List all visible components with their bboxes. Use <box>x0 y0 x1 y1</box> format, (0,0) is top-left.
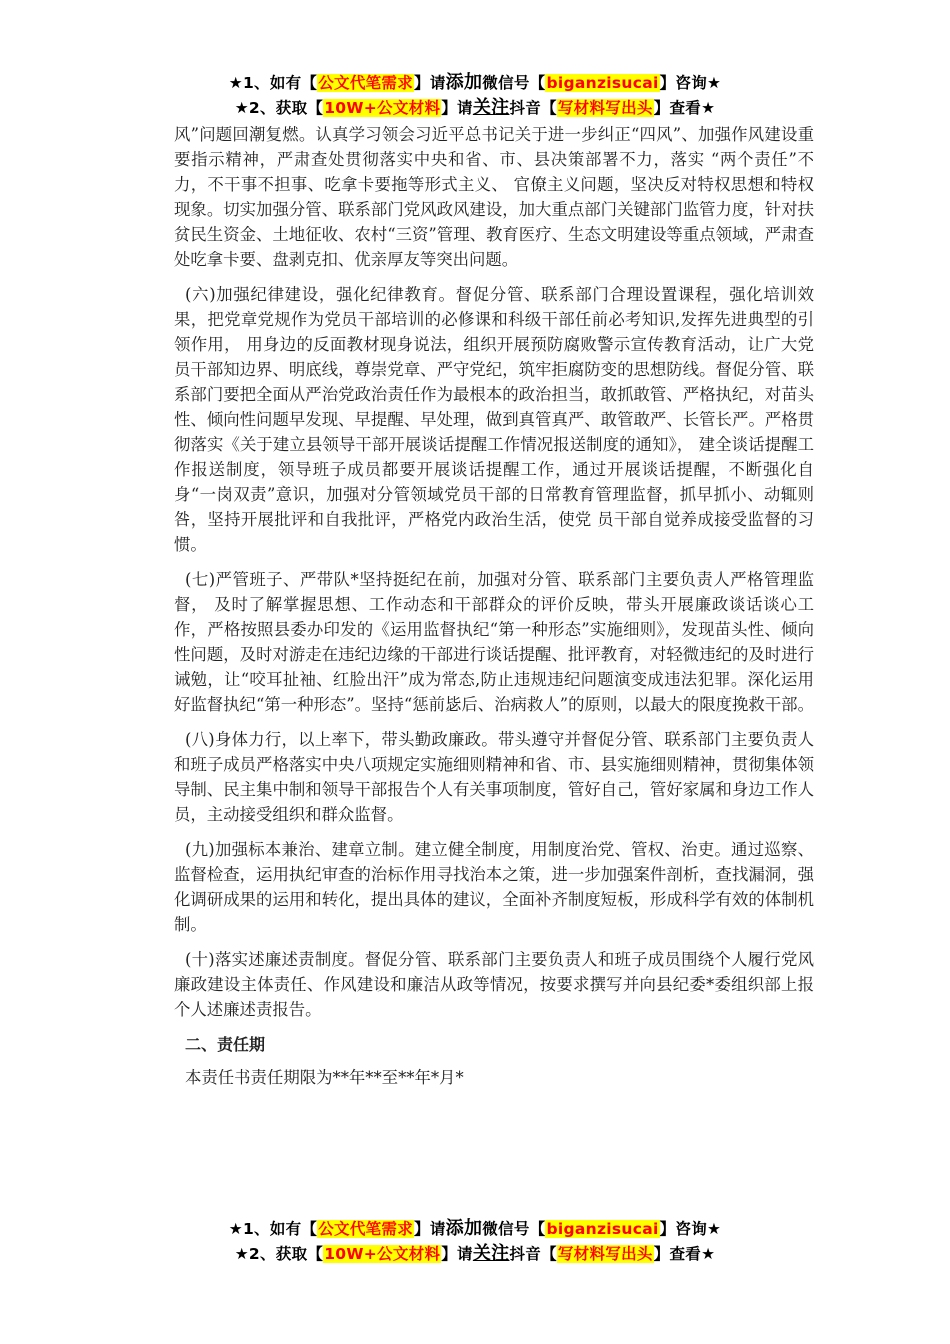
promo-text: 微信号【 <box>482 1220 546 1238</box>
promo-text: 】请 <box>441 1245 473 1263</box>
promo-text: 抖音【 <box>509 1245 557 1263</box>
promo-highlight: biganzisucai <box>546 74 659 92</box>
promo-emphasis: 关注 <box>472 1243 510 1264</box>
promo-banner-top <box>0 70 950 120</box>
promo-line-2 <box>0 95 950 120</box>
promo-text: 】请 <box>414 74 446 92</box>
paragraph-item-7: (七)严管班子、严带队*坚持挺纪在前，加强对分管、联系部门主要负责人严格管理监督， 及时了解掌握思想、工作动态和干部群众的评价反映，带头开展廉政谈话谈心工作，严格按照县委办印发的《运用监督执纪“第一种形态”实施细则》，发现苗头性、倾向性问题，及时对游走在违纪边缘的干部进行谈话提醒、批评教育，对轻微违纪的及时进行诫勉，让“咬耳扯袖、红脸出汗”成为常态,防止违规违纪问题演变成违法犯罪。深化运用好监督执纪“第一种形态”。坚持“惩前毖后、治病救人”的原则，以最大的限度挽救干部。 <box>174 570 814 714</box>
promo-highlight: 公文代笔需求 <box>318 74 414 92</box>
promo-text: 微信号【 <box>482 74 546 92</box>
section-heading: 二、责任期 <box>185 1035 266 1054</box>
promo-line-2 <box>0 1241 950 1266</box>
paragraph-continued: 风”问题回潮复燃。认真学习领会习近平总书记关于进一步纠正“四风”、加强作风建设重要指示精神，严肃查处贯彻落实中央和省、市、县决策部署不力，落实 “两个责任”不力，不干事不担事、吃拿卡要拖等形式主义、 官僚主义问题，坚决反对特权思想和特权现象。切实加强分管、联系部门党风政风建设，加大重点部门关键部门监管力度，针对扶贫民生资金、土地征收、农村“三资”管理、教育医疗、生态文明建设等重点领域，严肃查处吃拿卡要、盘剥克扣、优亲厚友等突出问题。 <box>174 125 814 269</box>
paragraph-item-6: (六)加强纪律建设，强化纪律教育。督促分管、联系部门合理设置课程，强化培训效果，把党章党规作为党员干部培训的必修课和科级干部任前必考知识,发挥先进典型的引领作用， 用身边的反面教材现身说法，组织开展预防腐败警示宣传教育活动，让广大党员干部知边界、明底线，尊崇党章、严守党纪，筑牢拒腐防变的思想防线。督促分管、联系部门要把全面从严治党政治责任作为最根本的政治担当，敢抓敢管、严格执纪，对苗头性、倾向性问题早发现、早提醒、早处理，做到真管真严、敢管敢严、长管长严。严格贯彻落实《关于建立县领导干部开展谈话提醒工作情况报送制度的通知》， 建全谈话提醒工作报送制度，领导班子成员都要开展谈话提醒工作，通过开展谈话提醒，不断强化自身“一岗双责”意识，加强对分管领域党员干部的日常教育管理监督，抓早抓小、动辄则咎，坚持开展批评和自我批评，严格党内政治生活，使党 员干部自觉养成接受监督的习惯。 <box>174 285 814 554</box>
promo-text: 抖音【 <box>509 99 557 117</box>
promo-line-1 <box>0 70 950 95</box>
paragraph-item-9: (九)加强标本兼治、建章立制。建立健全制度，用制度治党、管权、治吏。通过巡察、监督检查，运用执纪审查的治标作用寻找治本之策，进一步加强案件剖析，查找漏洞，强化调研成果的运用和转化，提出具体的建议，全面补齐制度短板，形成科学有效的体制机制。 <box>174 840 814 934</box>
paragraph-item-10: (十)落实述廉述责制度。督促分管、联系部门主要负责人和班子成员围绕个人履行党风廉政建设主体责任、作风建设和廉洁从政等情况，按要求撰写并向县纪委*委组织部上报个人述廉述责报告。 <box>174 950 814 1019</box>
promo-text: ★2、获取【 <box>234 1245 324 1263</box>
promo-highlight: 10W+公文材料 <box>324 1245 441 1263</box>
promo-emphasis: 添加 <box>445 1218 483 1239</box>
document-body <box>174 122 814 1100</box>
promo-text: 】咨询★ <box>659 1220 722 1238</box>
promo-highlight: 写材料写出头 <box>557 99 653 117</box>
promo-text: 】咨询★ <box>659 74 722 92</box>
promo-line-1 <box>0 1216 950 1241</box>
promo-text: 】查看★ <box>653 1245 716 1263</box>
promo-text: 】请 <box>414 1220 446 1238</box>
promo-highlight: 写材料写出头 <box>557 1245 653 1263</box>
promo-text: ★2、获取【 <box>234 99 324 117</box>
promo-text: ★1、如有【 <box>228 1220 318 1238</box>
promo-banner-bottom <box>0 1216 950 1266</box>
promo-text: 】查看★ <box>653 99 716 117</box>
promo-emphasis: 添加 <box>445 72 483 93</box>
promo-highlight: biganzisucai <box>546 1220 659 1238</box>
promo-highlight: 10W+公文材料 <box>324 99 441 117</box>
paragraph-item-8: (八)身体力行，以上率下，带头勤政廉政。带头遵守并督促分管、联系部门主要负责人和班子成员严格落实中央八项规定实施细则精神和省、市、县实施细则精神，贯彻集体领导制、民主集中制和领导干部报告个人有关事项制度，管好自己，管好家属和身边工作人员，主动接受组织和群众监督。 <box>174 730 814 824</box>
promo-text: ★1、如有【 <box>228 74 318 92</box>
promo-emphasis: 关注 <box>472 97 510 118</box>
promo-text: 】请 <box>441 99 473 117</box>
paragraph-term: 本责任书责任期限为**年**至**年*月* <box>185 1068 464 1087</box>
promo-highlight: 公文代笔需求 <box>318 1220 414 1238</box>
